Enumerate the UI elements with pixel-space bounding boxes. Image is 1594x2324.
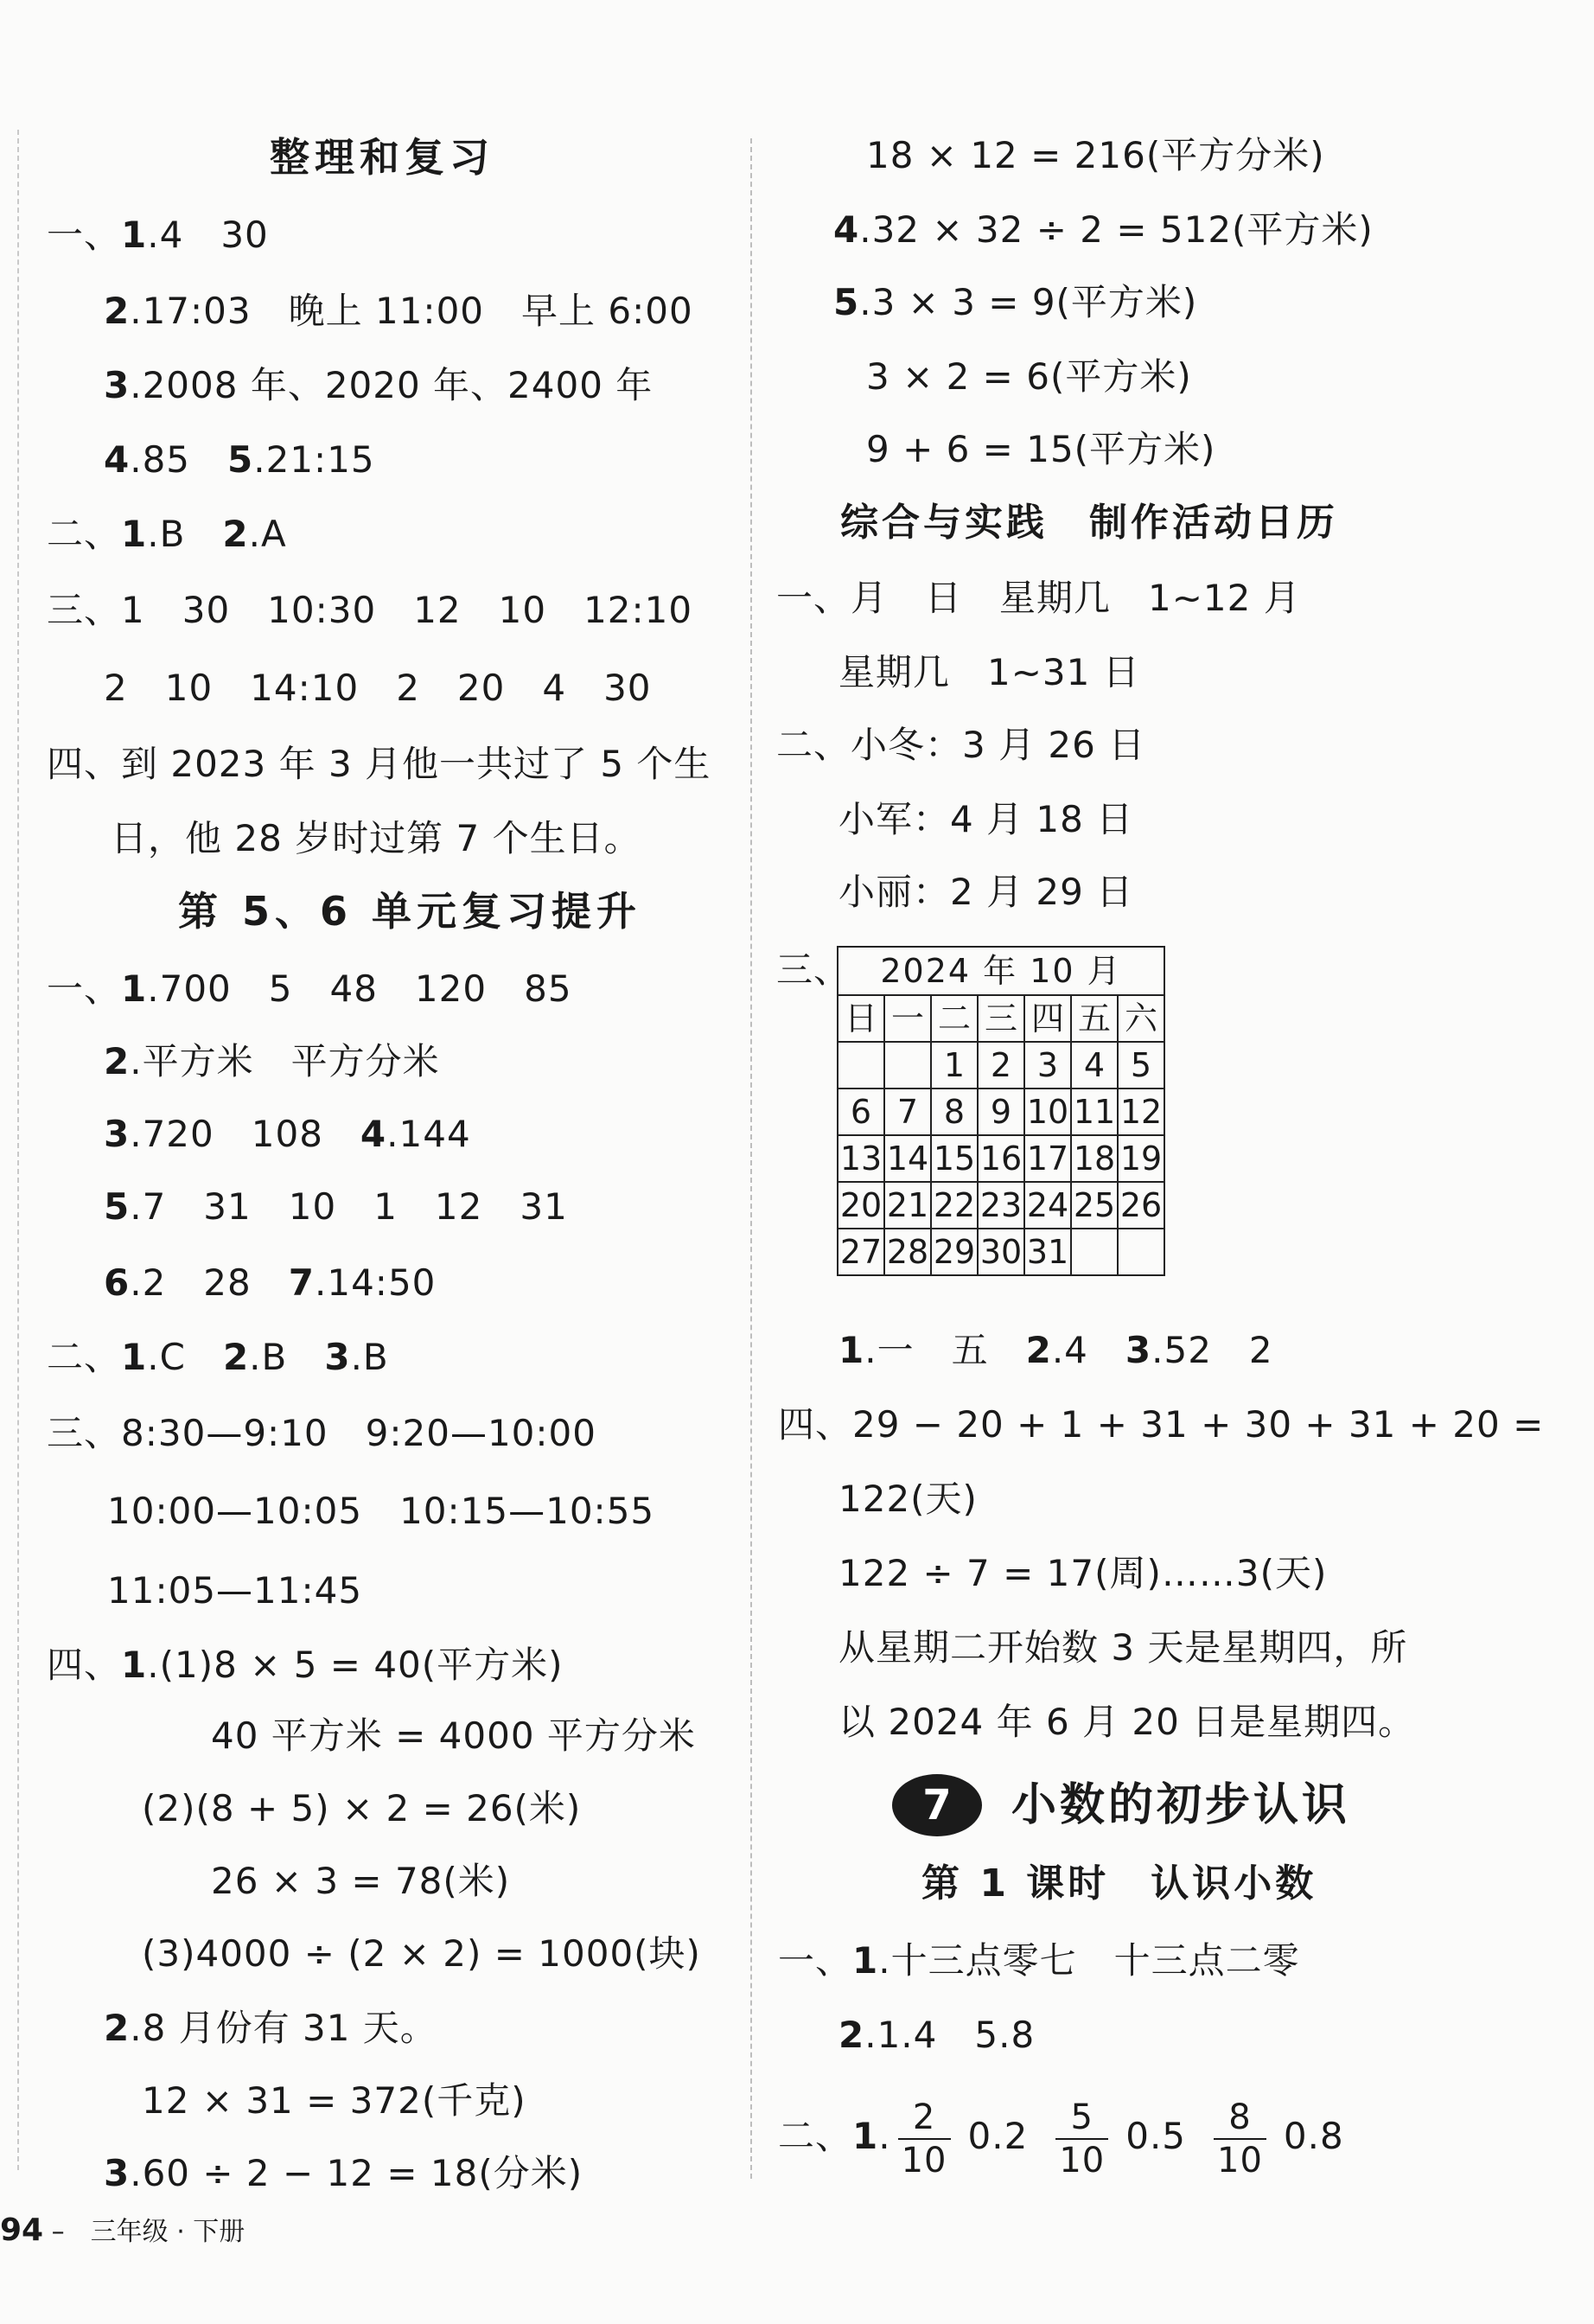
calendar-day-cell: 24 <box>1024 1182 1071 1229</box>
calendar-day-cell: 9 <box>978 1089 1024 1135</box>
answer-line: 3.720 108 4.144 <box>104 1113 471 1155</box>
calendar-day-cell <box>1118 1229 1164 1275</box>
answer-line: 18 × 12 = 216(平方分米) <box>866 134 1325 176</box>
calendar-day-cell: 8 <box>931 1089 978 1135</box>
answer-line: 2 10 14:10 2 20 4 30 <box>104 667 652 709</box>
fraction-numerator: 5 <box>1055 2097 1108 2140</box>
fraction <box>898 2097 951 2181</box>
answer-line: 9 + 6 = 15(平方米) <box>866 428 1216 470</box>
answer-line: 以 2024 年 6 月 20 日是星期四。 <box>838 1701 1416 1743</box>
calendar-day-cell: 23 <box>978 1182 1024 1229</box>
calendar-weekday: 日 <box>838 995 884 1042</box>
answer-line: 2.平方米 平方分米 <box>104 1040 440 1082</box>
calendar-day-cell: 15 <box>931 1135 978 1182</box>
calendar-day-cell: 3 <box>1024 1042 1071 1089</box>
answer-line: 一、1.4 30 <box>47 214 269 256</box>
answer-line: 10:00—10:05 10:15—10:55 <box>107 1490 655 1532</box>
section-title-calendar: 综合与实践 制作活动日历 <box>840 501 1338 545</box>
answer-line: 从星期二开始数 3 天是星期四，所 <box>838 1626 1408 1669</box>
calendar-day-cell: 30 <box>978 1229 1024 1275</box>
calendar-week-row <box>838 1182 1164 1229</box>
answer-line: 2.8 月份有 31 天。 <box>104 2007 437 2049</box>
answer-line: 小军：4 月 18 日 <box>838 798 1134 840</box>
answer-line: 小丽：2 月 29 日 <box>838 871 1134 913</box>
answer-line: 6.2 28 7.14:50 <box>104 1261 437 1304</box>
calendar-day-cell: 10 <box>1024 1089 1071 1135</box>
answer-line: 2.17:03 晚上 11:00 早上 6:00 <box>104 290 693 332</box>
answer-line: 3.60 ÷ 2 − 12 = 18(分米) <box>104 2152 583 2194</box>
answer-line: 2.1.4 5.8 <box>838 2014 1036 2056</box>
calendar-day-cell: 6 <box>838 1089 884 1135</box>
calendar-day-cell: 18 <box>1071 1135 1118 1182</box>
fraction-numerator: 2 <box>898 2097 951 2140</box>
fraction <box>1214 2097 1266 2181</box>
calendar-day-cell: 26 <box>1118 1182 1164 1229</box>
calendar-weekday: 五 <box>1071 995 1118 1042</box>
answer-line: (2)(8 + 5) × 2 = 26(米) <box>142 1787 582 1829</box>
answer-line: 三、 <box>776 948 851 991</box>
answer-line: 四、1.(1)8 × 5 = 40(平方米) <box>47 1644 564 1686</box>
calendar-day-cell: 5 <box>1118 1042 1164 1089</box>
calendar-week-row <box>838 1135 1164 1182</box>
fraction-answer-line: 二、1. $\frac{2}{10}$ 0.2 $\frac{5}{10}$ 0.5 $\frac{8}{10}$ 0.8 <box>778 2089 1365 2184</box>
answer-line: 3 × 2 = 6(平方米) <box>866 355 1192 398</box>
calendar-week-row <box>838 1229 1164 1275</box>
answer-line: 三、8:30—9:10 9:20—10:00 <box>47 1412 596 1454</box>
left-column <box>0 0 743 2324</box>
page-footer <box>0 2213 245 2250</box>
calendar-day-cell <box>884 1042 931 1089</box>
answer-line: 40 平方米 = 4000 平方分米 <box>211 1714 696 1757</box>
calendar-day-cell: 31 <box>1024 1229 1071 1275</box>
section-title-review: 整理和复习 <box>270 134 494 181</box>
calendar-day-cell: 2 <box>978 1042 1024 1089</box>
decimal-value: 0.8 <box>1283 2115 1344 2157</box>
answer-line: 日，他 28 岁时过第 7 个生日。 <box>111 817 641 859</box>
calendar-day-cell: 14 <box>884 1135 931 1182</box>
answer-line: 122(天) <box>838 1478 978 1520</box>
fraction-denominator: 10 <box>1059 2140 1106 2180</box>
fraction-denominator: 10 <box>901 2140 947 2180</box>
answer-line: 四、到 2023 年 3 月他一共过了 5 个生 <box>47 743 711 785</box>
answer-line: 1.一 五 2.4 3.52 2 <box>838 1329 1273 1371</box>
answer-line: 4.85 5.21:15 <box>104 438 375 481</box>
answer-line: 11:05—11:45 <box>107 1569 363 1612</box>
calendar-week-row <box>838 1042 1164 1089</box>
calendar-day-cell: 25 <box>1071 1182 1118 1229</box>
calendar-day-cell: 21 <box>884 1182 931 1229</box>
answer-line: 12 × 31 = 372(千克) <box>142 2079 526 2122</box>
calendar-body <box>838 1042 1164 1275</box>
calendar-weekday: 三 <box>978 995 1024 1042</box>
calendar-day-cell: 4 <box>1071 1042 1118 1089</box>
answer-line: 5.3 × 3 = 9(平方米) <box>833 281 1198 323</box>
calendar-weekday: 一 <box>884 995 931 1042</box>
answer-line: 二、1.C 2.B 3.B <box>47 1336 389 1378</box>
fraction <box>1055 2097 1108 2181</box>
calendar-day-cell: 27 <box>838 1229 884 1275</box>
calendar-weekday: 六 <box>1118 995 1164 1042</box>
right-column <box>752 0 1594 2324</box>
decimal-value: 0.5 <box>1125 2115 1187 2157</box>
calendar-caption: 2024 年 10 月 <box>838 947 1164 995</box>
footer-dash: – <box>43 2217 91 2247</box>
calendar-table <box>837 946 1165 1276</box>
calendar-weekday: 四 <box>1024 995 1071 1042</box>
section-title-unit-review: 第 5、6 单元复习提升 <box>178 888 642 935</box>
calendar-weekday-row <box>838 995 1164 1042</box>
answer-line: (3)4000 ÷ (2 × 2) = 1000(块) <box>142 1932 701 1975</box>
calendar-day-cell: 19 <box>1118 1135 1164 1182</box>
answer-line: 122 ÷ 7 = 17(周)……3(天) <box>838 1552 1328 1594</box>
answer-line: 四、29 − 20 + 1 + 31 + 30 + 31 + 20 = <box>778 1403 1545 1446</box>
answer-line: 一、1.十三点零七 十三点二零 <box>778 1939 1300 1982</box>
answer-line: 3.2008 年、2020 年、2400 年 <box>104 364 654 406</box>
unit-number-badge: 7 <box>892 1774 982 1836</box>
calendar-day-cell: 12 <box>1118 1089 1164 1135</box>
calendar-day-cell: 11 <box>1071 1089 1118 1135</box>
calendar-week-row <box>838 1089 1164 1135</box>
fraction-denominator: 10 <box>1217 2140 1263 2180</box>
lesson-title: 第 1 课时 认识小数 <box>921 1861 1317 1906</box>
calendar-day-cell: 13 <box>838 1135 884 1182</box>
answer-line: 4.32 × 32 ÷ 2 = 512(平方米) <box>833 208 1374 251</box>
answer-line: 星期几 1~31 日 <box>838 651 1140 693</box>
answer-line: 二、1.B 2.A <box>47 513 287 555</box>
calendar-day-cell: 22 <box>931 1182 978 1229</box>
unit-title: 小数的初步认识 <box>1011 1779 1351 1831</box>
calendar-day-cell: 17 <box>1024 1135 1071 1182</box>
footer-grade: 三年级 · 下册 <box>90 2217 245 2247</box>
calendar-day-cell: 16 <box>978 1135 1024 1182</box>
answer-line: 一、1.700 5 48 120 85 <box>47 967 572 1010</box>
page-number: 94 <box>0 2212 44 2248</box>
answer-line: 三、1 30 10:30 12 10 12:10 <box>47 589 693 631</box>
answer-line: 一、月 日 星期几 1~12 月 <box>776 577 1301 619</box>
fraction-numerator: 8 <box>1214 2097 1266 2140</box>
calendar-weekday: 二 <box>931 995 978 1042</box>
calendar-day-cell: 7 <box>884 1089 931 1135</box>
answer-line: 26 × 3 = 78(米) <box>211 1860 511 1902</box>
answer-line: 二、小冬：3 月 26 日 <box>776 724 1146 766</box>
calendar-day-cell: 1 <box>931 1042 978 1089</box>
calendar-day-cell: 29 <box>931 1229 978 1275</box>
calendar-day-cell <box>838 1042 884 1089</box>
answer-line: 5.7 31 10 1 12 31 <box>104 1185 568 1228</box>
decimal-value: 0.2 <box>967 2115 1029 2157</box>
calendar-day-cell: 28 <box>884 1229 931 1275</box>
calendar-day-cell: 20 <box>838 1182 884 1229</box>
calendar-day-cell <box>1071 1229 1118 1275</box>
